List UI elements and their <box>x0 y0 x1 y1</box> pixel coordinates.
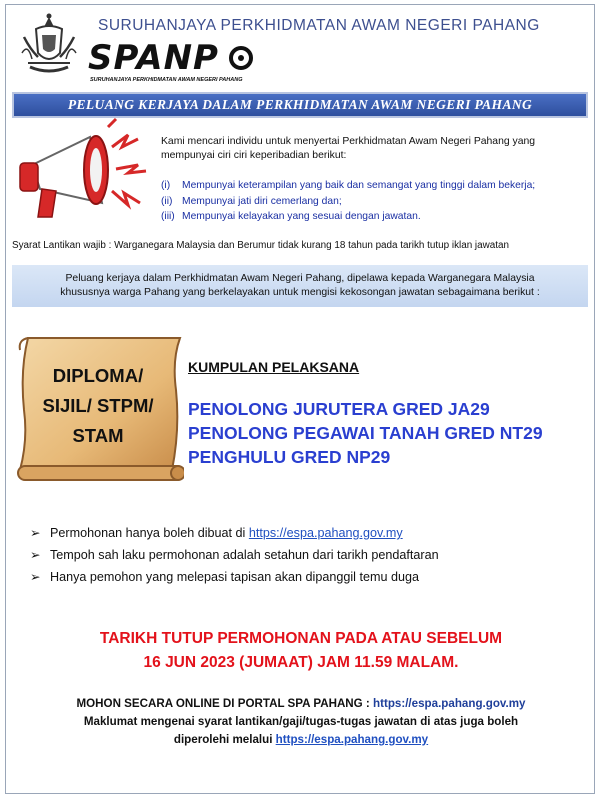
positions-list <box>188 397 543 469</box>
position-item: PENOLONG PEGAWAI TANAH GRED NT29 <box>188 423 543 443</box>
arrow-bullet-icon: ➢ <box>30 526 41 540</box>
list-number: (ii) <box>161 195 173 207</box>
intro-text: Kami mencari individu untuk menyertai Perkhidmatan Awam Negeri Pahang yang mempunyai ciri ciri keperibadian berikut: <box>161 136 536 161</box>
requirement-text: Syarat Lantikan wajib : Warganegara Malaysia dan Berumur tidak kurang 18 tahun pada tarikh tutup iklan jawatan <box>12 240 509 251</box>
qualification-line: STAM <box>72 425 124 446</box>
notes-list <box>30 522 439 588</box>
invitation-line: khususnya warga Pahang yang berkelayakan untuk mengisi kekosongan jawatan sebagaimana berikut : <box>60 287 540 298</box>
position-item: PENOLONG JURUTERA GRED JA29 <box>188 399 490 419</box>
note-text: Permohonan hanya boleh dibuat di <box>50 526 249 540</box>
note-text: Hanya pemohon yang melepasi tapisan akan dipanggil temu duga <box>50 570 419 584</box>
arrow-bullet-icon: ➢ <box>30 570 41 584</box>
state-crest-icon <box>18 13 80 81</box>
megaphone-icon <box>12 117 152 227</box>
list-item <box>161 194 595 210</box>
group-title: KUMPULAN PELAKSANA <box>188 359 360 375</box>
list-item <box>30 522 439 544</box>
portal-link[interactable]: https://espa.pahang.gov.my <box>275 733 429 746</box>
invitation-box <box>12 265 588 307</box>
arrow-bullet-icon: ➢ <box>30 548 41 562</box>
invitation-line: Peluang kerjaya dalam Perkhidmatan Awam Negeri Pahang, dipelawa kepada Warganegara Malaysia <box>65 273 535 284</box>
job-advertisement <box>5 4 595 794</box>
list-item <box>30 544 439 566</box>
list-text: Mempunyai kelayakan yang sesuai dengan jawatan. <box>182 211 421 222</box>
deadline-line: 16 JUN 2023 (JUMAAT) JAM 11.59 MALAM. <box>143 654 459 671</box>
deadline-notice <box>6 627 595 675</box>
title-banner <box>12 92 588 118</box>
list-item <box>161 178 595 194</box>
qualification-label <box>28 361 168 451</box>
organization-name: SURUHANJAYA PERKHIDMATAN AWAM NEGERI PAHANG <box>98 17 540 34</box>
list-text: Mempunyai jati diri cemerlang dan; <box>182 195 342 207</box>
portal-link[interactable]: https://espa.pahang.gov.my <box>248 526 403 540</box>
footer-line: Maklumat mengenai syarat lantikan/gaji/tugas-tugas jawatan di atas juga boleh <box>83 715 519 728</box>
footer-text: diperolehi melalui <box>173 733 276 746</box>
qualities-list <box>161 178 595 225</box>
note-text: Tempoh sah laku permohonan adalah setahun dari tarikh pendaftaran <box>50 548 439 562</box>
banner-title: PELUANG KERJAYA DALAM PERKHIDMATAN AWAM NEGERI PAHANG <box>67 97 533 112</box>
qualification-line: SIJIL/ STPM/ <box>42 395 154 416</box>
list-number: (i) <box>161 180 171 191</box>
list-text: Mempunyai keterampilan yang baik dan semangat yang tinggi dalam bekerja; <box>182 180 536 191</box>
footer-text: MOHON SECARA ONLINE DI PORTAL SPA PAHANG : <box>76 697 374 710</box>
spanp-logo: SPANP <box>88 38 219 78</box>
logo-emblem-icon <box>228 45 254 71</box>
position-item: PENGHULU GRED NP29 <box>188 447 391 467</box>
logo-subtitle: SURUHANJAYA PERKHIDMATAN AWAM NEGERI PAHANG <box>90 77 243 83</box>
footer-line <box>6 695 595 713</box>
list-item <box>161 209 595 225</box>
portal-url[interactable]: https://espa.pahang.gov.my <box>373 697 526 710</box>
list-number: (iii) <box>161 211 175 222</box>
deadline-line: TARIKH TUTUP PERMOHONAN PADA ATAU SEBELUM <box>99 630 503 647</box>
footer-info <box>6 695 595 749</box>
qualification-line: DIPLOMA/ <box>52 365 144 386</box>
list-item <box>30 566 439 588</box>
footer-line <box>6 731 595 749</box>
